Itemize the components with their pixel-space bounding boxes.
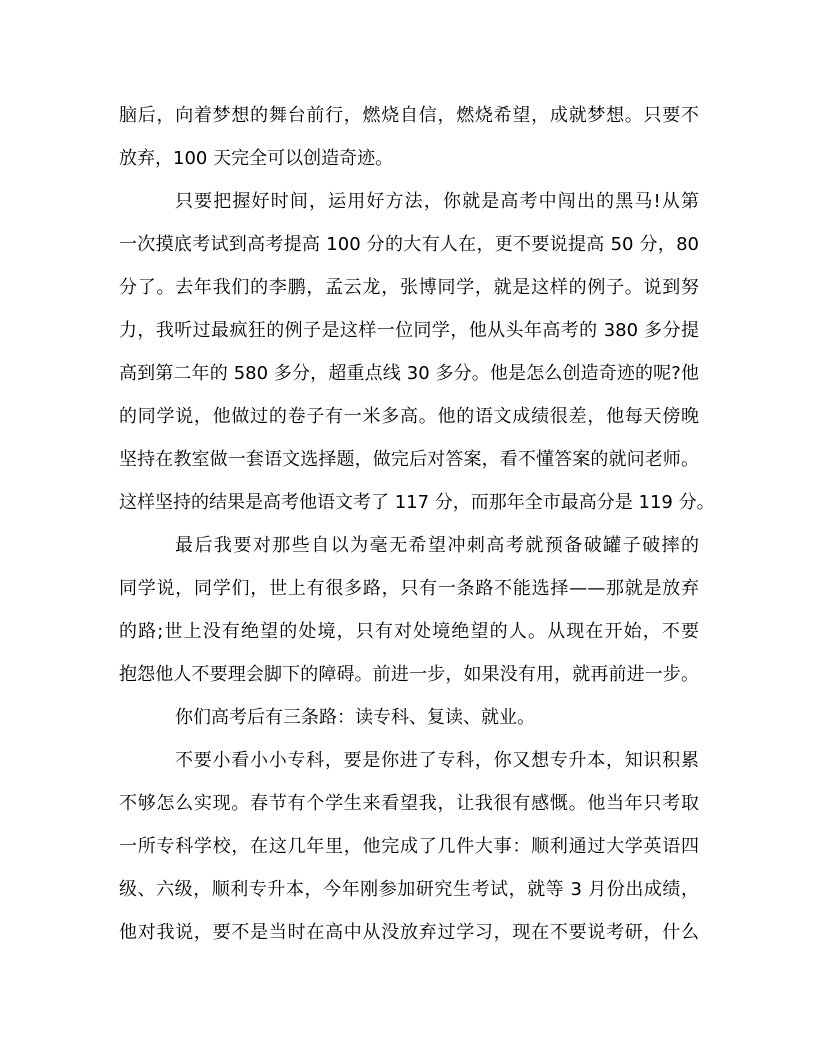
text-line: 一所专科学校，在这几年里，他完成了几件大事：顺利通过大学英语四	[119, 836, 699, 857]
text-line: 高到第二年的 580 多分，超重点线 30 多分。他是怎么创造奇迹的呢?他	[119, 363, 699, 384]
text-line: 的路;世上没有绝望的处境，只有对处境绝望的人。从现在开始，不要	[119, 621, 699, 642]
text-line: 不够怎么实现。春节有个学生来看望我，让我很有感慨。他当年只考取	[119, 793, 699, 814]
text-line: 级、六级，顺利专升本，今年刚参加研究生考试，就等 3 月份出成绩，	[119, 879, 699, 900]
text-line: 只要把握好时间，运用好方法，你就是高考中闯出的黑马!从第	[175, 191, 699, 212]
text-line: 抱怨他人不要理会脚下的障碍。前进一步，如果没有用，就再前进一步。	[119, 664, 699, 685]
text-line: 力，我听过最疯狂的例子是这样一位同学，他从头年高考的 380 多分提	[119, 320, 699, 341]
text-line: 最后我要对那些自以为毫无希望冲刺高考就预备破罐子破摔的	[175, 535, 699, 556]
text-line: 一次摸底考试到高考提高 100 分的大有人在，更不要说提高 50 分，80	[119, 234, 699, 255]
text-line: 的同学说，他做过的卷子有一米多高。他的语文成绩很差，他每天傍晚	[119, 406, 699, 427]
text-line: 分了。去年我们的李鹏，孟云龙，张博同学，就是这样的例子。说到努	[119, 277, 699, 298]
text-line: 放弃，100 天完全可以创造奇迹。	[119, 148, 394, 169]
text-line: 他对我说，要不是当时在高中从没放弃过学习，现在不要说考研，什么	[119, 922, 699, 943]
text-line: 这样坚持的结果是高考他语文考了 117 分，而那年全市最高分是 119 分。	[119, 492, 715, 513]
text-line: 同学说，同学们，世上有很多路，只有一条路不能选择——那就是放弃	[119, 578, 699, 599]
text-line: 不要小看小小专科，要是你进了专科，你又想专升本，知识积累	[175, 750, 699, 771]
text-line: 你们高考后有三条路：读专科、复读、就业。	[175, 707, 535, 728]
text-line: 坚持在教室做一套语文选择题，做完后对答案，看不懂答案的就问老师。	[119, 449, 699, 470]
text-line: 脑后，向着梦想的舞台前行，燃烧自信，燃烧希望，成就梦想。只要不	[119, 105, 699, 126]
